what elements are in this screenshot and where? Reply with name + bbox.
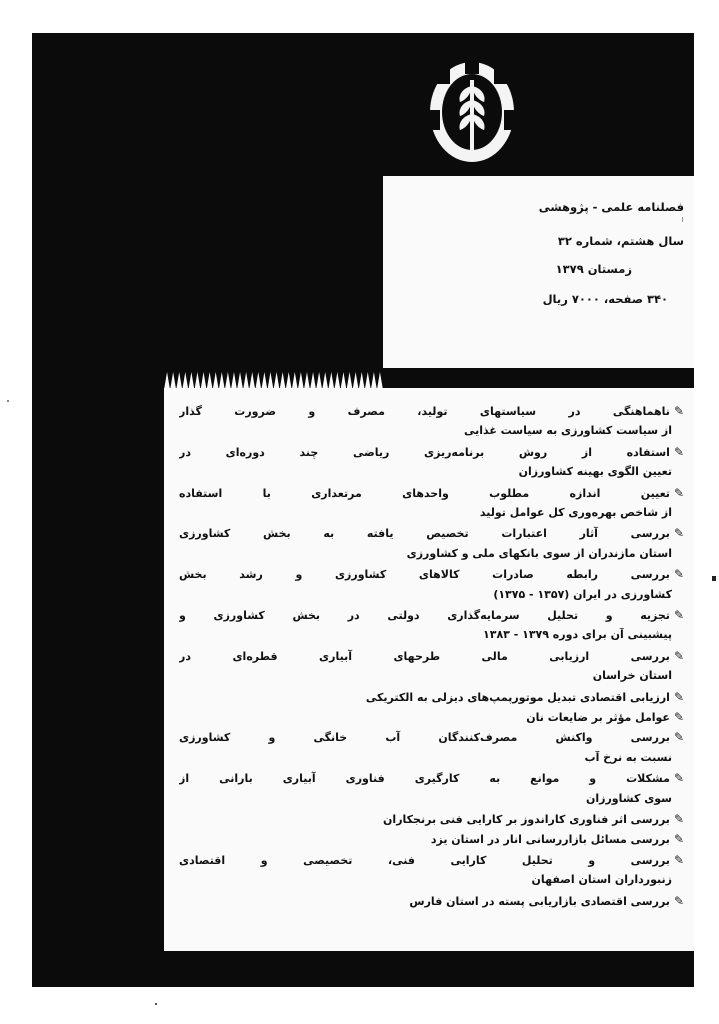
toc-item-title: استفاده از روش برنامه‌ریزی ریاضی چند دوره‌ای در — [179, 445, 670, 459]
pencil-icon: ✎ — [673, 526, 684, 541]
zigzag-border-decoration — [164, 368, 383, 390]
journal-type: فصلنامه علمی - پژوهشی — [538, 200, 684, 214]
pencil-icon: ✎ — [673, 608, 684, 622]
pencil-icon: ✎ — [673, 567, 684, 582]
toc-item-title: بررسی و تحلیل کارایی فنی، تخصیصی و اقتصادی — [179, 853, 670, 867]
scan-speck — [7, 400, 9, 402]
journal-season: زمستان ۱۳۷۹ — [555, 262, 632, 276]
toc-item — [179, 853, 684, 868]
pencil-icon: ✎ — [673, 444, 684, 459]
pencil-icon: ✎ — [673, 689, 684, 704]
toc-item-title: بررسی رابطه صادرات کالاهای کشاورزی و رشد بخش — [179, 568, 670, 582]
pencil-icon: ✎ — [673, 893, 684, 908]
toc-item — [179, 526, 684, 541]
toc-item-title: عوامل مؤثر بر ضایعات نان — [526, 711, 670, 724]
pencil-icon: ✎ — [673, 730, 684, 745]
toc-item-title: بررسی اثر فناوری کاراندوز بر کارایی فنی برنجکاران — [383, 813, 670, 826]
toc-item — [179, 445, 684, 460]
toc-item — [179, 894, 684, 909]
toc-item-continuation: استان خراسان — [592, 669, 672, 683]
pencil-icon: ✎ — [673, 710, 684, 724]
pencil-icon: ✎ — [673, 832, 684, 847]
toc-item-continuation: از سیاست کشاورزی به سیاست غذایی — [463, 424, 672, 438]
toc-item — [179, 812, 684, 827]
toc-item — [179, 649, 684, 664]
journal-pages-price: ۳۴۰ صفحه، ۷۰۰۰ ریال — [542, 292, 668, 306]
toc-item — [179, 486, 684, 501]
toc-item-title: بررسی ارزیابی مالی طرحهای آبیاری قطره‌ای در — [179, 649, 670, 663]
toc-item-title: بررسی آثار اعتبارات تخصیص یافته به بخش کشاورزی — [179, 527, 670, 541]
toc-item-title: ارزیابی اقتصادی تبدیل موتورپمپ‌های دیزلی به الکتریکی — [365, 690, 670, 704]
toc-item-title: تعیین اندازه مطلوب واحدهای مرتعداری با استفاده — [179, 486, 670, 500]
toc-item — [179, 710, 684, 725]
toc-item-continuation: استان مازندران از سوی بانکهای ملی و کشاورزی — [406, 546, 672, 560]
scan-speck — [155, 1003, 157, 1005]
toc-item — [179, 567, 684, 582]
toc-item — [179, 832, 684, 847]
toc-item — [179, 404, 684, 419]
toc-item-continuation: از شاخص بهره‌وری کل عوامل تولید — [479, 506, 672, 519]
toc-item-title: بررسی واکنش مصرف‌کنندگان آب خانگی و کشاورزی — [179, 731, 670, 745]
toc-item-title: تجزیه و تحلیل سرمایه‌گذاری دولتی در بخش کشاورزی و — [179, 609, 670, 622]
pencil-icon: ✎ — [673, 852, 684, 867]
toc-item — [179, 730, 684, 745]
journal-volume: سال هشتم، شماره ۳۲ — [557, 234, 684, 248]
toc-item — [179, 771, 684, 786]
toc-item-continuation: زنبورداران استان اصفهان — [531, 873, 672, 887]
wheat-gear-logo-icon — [418, 40, 526, 176]
toc-item-continuation: تعیین الگوی بهینه کشاورزان — [518, 465, 672, 479]
toc-item-continuation: پیشبینی آن برای دوره ۱۳۷۹ - ۱۳۸۳ — [483, 628, 672, 642]
journal-info-panel — [383, 176, 694, 368]
scan-speck — [712, 576, 716, 581]
pencil-icon: ✎ — [673, 404, 684, 418]
toc-item-continuation: کشاورزی در ایران (۱۳۵۷ - ۱۳۷۵) — [493, 587, 672, 601]
pencil-icon: ✎ — [673, 485, 684, 500]
pencil-icon: ✎ — [673, 648, 684, 663]
toc-item-continuation: نسبت به نرخ آب — [584, 750, 672, 764]
toc-item-title: بررسی اقتصادی بازاریابی پسته در استان فارس — [409, 894, 670, 908]
pencil-icon: ✎ — [673, 771, 684, 786]
toc-item-title: مشکلات و موانع به کارگیری فناوری آبیاری بارانی از — [179, 772, 670, 786]
toc-item-title: ناهماهنگی در سیاستهای تولید، مصرف و ضرورت گذار — [179, 405, 670, 418]
toc-item-title: بررسی مسائل بازاررسانی انار در استان یزد — [430, 833, 670, 847]
toc-item — [179, 690, 684, 705]
toc-item — [179, 608, 684, 623]
pencil-icon: ✎ — [673, 812, 684, 826]
table-of-contents — [164, 388, 694, 951]
toc-item-continuation: سوی کشاورزان — [585, 791, 672, 805]
